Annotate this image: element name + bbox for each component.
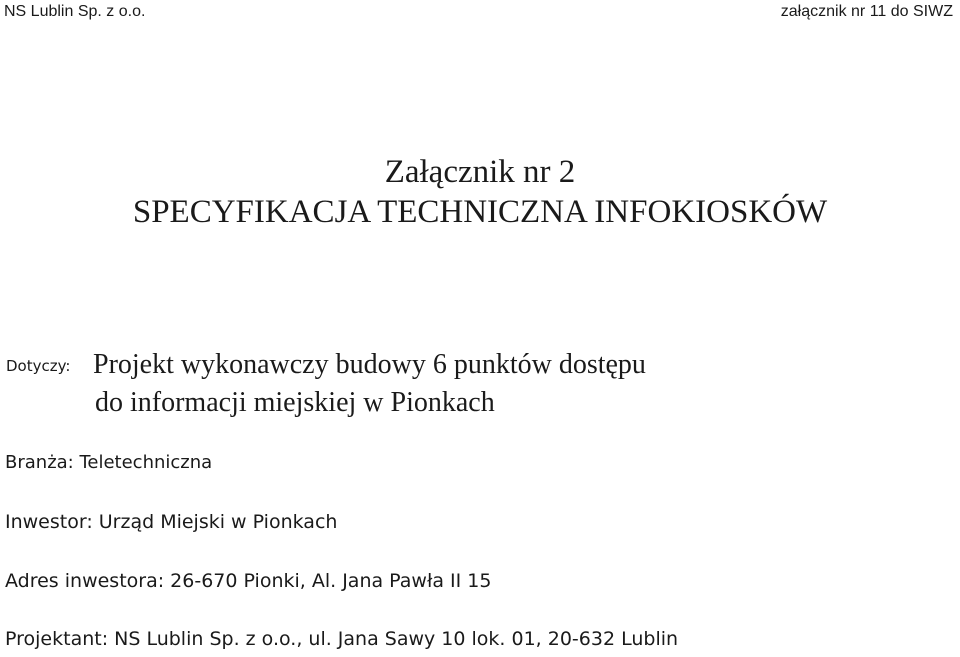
title-line-1: Załącznik nr 2 <box>384 154 576 190</box>
investor-line: Inwestor: Urząd Miejski w Pionkach <box>5 511 338 533</box>
subject-text <box>93 346 646 422</box>
title-line-2: SPECYFIKACJA TECHNICZNA INFOKIOSKÓW <box>132 194 828 230</box>
document-title <box>0 152 960 232</box>
subject-line-2: do informacji miejskiej w Pionkach <box>95 387 495 418</box>
branch-line: Branża: Teletechniczna <box>5 452 213 473</box>
header-company: NS Lublin Sp. z o.o. <box>4 3 146 20</box>
subject-line-1: Projekt wykonawczy budowy 6 punktów dostępu <box>93 349 646 380</box>
subject-label: Dotyczy: <box>6 357 71 375</box>
designer-line: Projektant: NS Lublin Sp. z o.o., ul. Jana Sawy 10 lok. 01, 20-632 Lublin <box>5 628 679 650</box>
header-attachment-ref: załącznik nr 11 do SIWZ <box>780 3 953 20</box>
investor-address-line: Adres inwestora: 26-670 Pionki, Al. Jana Pawła II 15 <box>5 570 492 592</box>
